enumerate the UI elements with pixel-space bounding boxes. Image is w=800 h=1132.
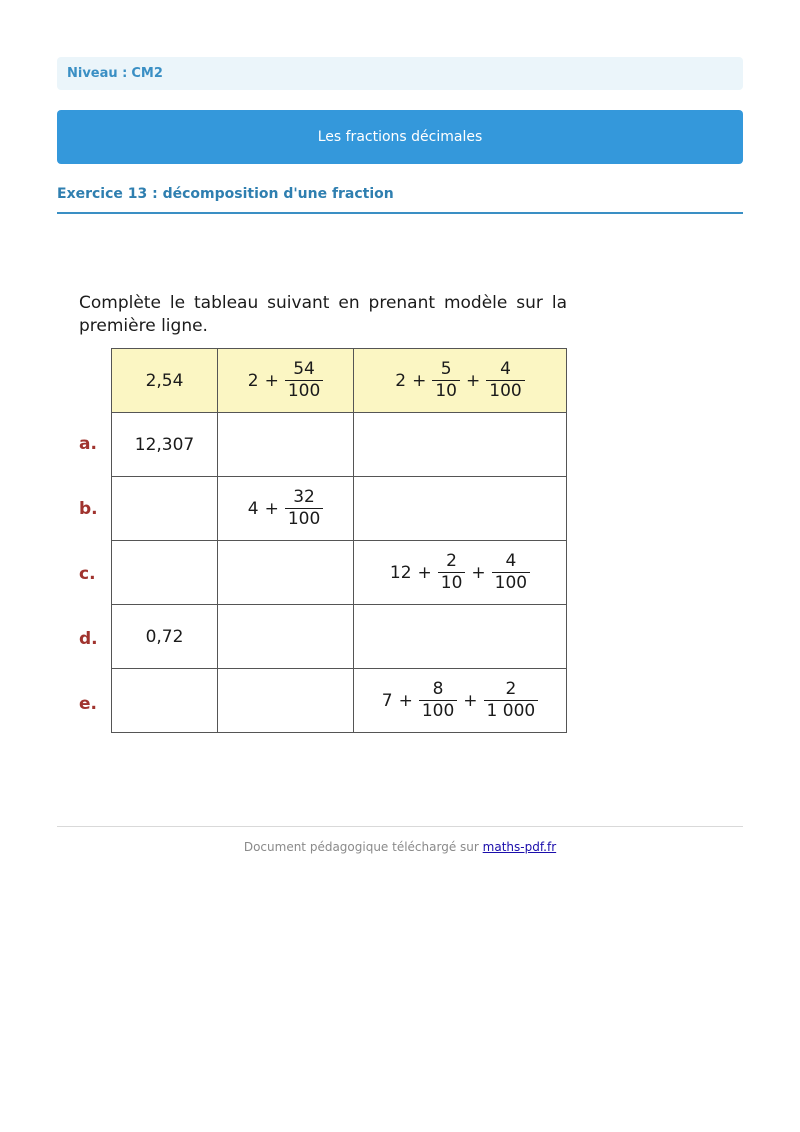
table-cell-empty <box>218 541 354 605</box>
topic-banner <box>57 110 743 164</box>
table-cell-empty <box>112 669 218 733</box>
table-cell-empty <box>218 669 354 733</box>
level-value: CM2 <box>131 66 163 81</box>
decomposition-table <box>111 348 567 733</box>
table-cell-decimal: 2,54 <box>112 349 218 413</box>
table-cell-decimal-fractions: 2 + $\frac{5}{10}$ + $\frac{4}{100}$ <box>354 349 567 413</box>
topic-title: Les fractions décimales <box>317 129 483 145</box>
level-box <box>57 57 743 90</box>
fraction: $\frac{2}{1 000}$ <box>484 679 539 722</box>
fraction: $\frac{8}{100}$ <box>419 679 457 722</box>
level-label: Niveau : <box>67 66 128 81</box>
row-letter-b: b. <box>79 499 98 519</box>
table-cell-empty <box>354 605 567 669</box>
row-letter-c: c. <box>79 564 96 584</box>
exercise-title: Exercice 13 : décomposition d'une fraction <box>57 186 743 214</box>
table-cell-decimal-fractions: 12 + $\frac{2}{10}$ + $\frac{4}{100}$ <box>354 541 567 605</box>
table-cell-empty <box>354 413 567 477</box>
table-row-e <box>112 669 567 733</box>
fraction: $\frac{4}{100}$ <box>486 359 524 402</box>
table-row-a <box>112 413 567 477</box>
fraction: $\frac{2}{10}$ <box>438 551 466 594</box>
fraction: $\frac{32}{100}$ <box>285 487 323 530</box>
table-cell-empty <box>218 605 354 669</box>
table-row-d <box>112 605 567 669</box>
table-cell-decimal-fractions: 7 + $\frac{8}{100}$ + $\frac{2}{1 000}$ <box>354 669 567 733</box>
footer <box>0 840 800 854</box>
fraction: $\frac{54}{100}$ <box>285 359 323 402</box>
exercise-instruction: Complète le tableau suivant en prenant modèle sur la première ligne. <box>79 293 567 336</box>
footer-text: Document pédagogique téléchargé sur <box>243 840 479 854</box>
footer-divider <box>57 826 743 827</box>
row-letter-a: a. <box>79 434 97 454</box>
fraction: $\frac{5}{10}$ <box>432 359 460 402</box>
table-cell-decimal: 0,72 <box>112 605 218 669</box>
footer-link[interactable]: maths-pdf.fr <box>482 840 557 854</box>
table-cell-fraction-sum: 2 + $\frac{54}{100}$ <box>218 349 354 413</box>
fraction: $\frac{4}{100}$ <box>492 551 530 594</box>
table-cell-decimal: 12,307 <box>112 413 218 477</box>
table-row-b <box>112 477 567 541</box>
table-cell-fraction-sum: 4 + $\frac{32}{100}$ <box>218 477 354 541</box>
table-cell-empty <box>112 477 218 541</box>
table-row-model <box>112 349 567 413</box>
table-cell-empty <box>112 541 218 605</box>
table-row-c <box>112 541 567 605</box>
table-cell-empty <box>218 413 354 477</box>
table-cell-empty <box>354 477 567 541</box>
row-letter-e: e. <box>79 694 97 714</box>
row-letter-d: d. <box>79 629 98 649</box>
